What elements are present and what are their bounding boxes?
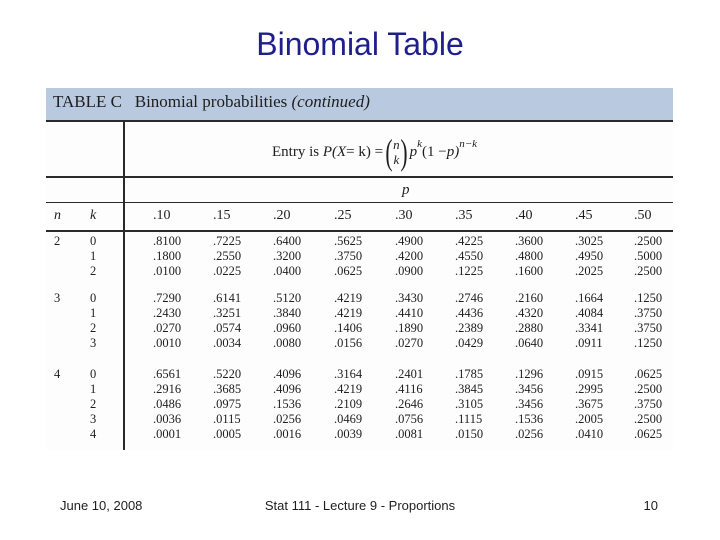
entry-formula [272,132,477,172]
probability-cell: .0574 [213,321,242,335]
probability-cell: .7290 [153,291,182,305]
probability-cell: .2646 [395,397,424,411]
k-value: 1 [90,249,97,263]
probability-cell: .0256 [273,412,302,426]
probability-cell: .2500 [634,412,663,426]
formula-prefix: Entry is [272,143,320,160]
probability-cell: .3025 [575,234,604,248]
p-column-header: .25 [334,208,352,223]
probability-cell: .0915 [575,367,604,381]
p-label: p [402,182,410,198]
probability-cell: .4320 [515,306,544,320]
probability-cell: .0039 [334,427,363,441]
probability-cell: .3456 [515,382,544,396]
probability-cell: .4219 [334,382,363,396]
probability-cell: .0625 [634,367,663,381]
footer-page-number: 10 [643,498,658,513]
table-caption-suffix: (continued) [291,92,370,111]
probability-cell: .5220 [213,367,242,381]
probability-cell: .2746 [455,291,484,305]
formula-p-of: P(X [322,143,347,160]
probability-cell: .4950 [575,249,604,263]
probability-cell: .6400 [273,234,302,248]
p-column-header: .45 [575,208,593,223]
probability-cell: .3750 [334,249,363,263]
k-value: 0 [90,234,97,248]
probability-cell: .0270 [395,336,424,350]
probability-cell: .0410 [575,427,604,441]
probability-cell: .3685 [213,382,242,396]
probability-cell: .3750 [634,321,663,335]
probability-cell: .1664 [575,291,604,305]
k-value: 0 [90,367,97,381]
k-value: 4 [90,427,97,441]
probability-cell: .0625 [634,427,663,441]
probability-cell: .0256 [515,427,544,441]
k-value: 0 [90,291,97,305]
probability-cell: .4219 [334,291,363,305]
p-column-header: .20 [273,208,291,223]
probability-cell: .1115 [455,412,483,426]
probability-cell: .3105 [455,397,484,411]
divider [46,176,673,178]
probability-cell: .4550 [455,249,484,263]
probability-cell: .5000 [634,249,663,263]
probability-cell: .1785 [455,367,484,381]
k-value: 1 [90,306,97,320]
probability-cell: .0016 [273,427,302,441]
probability-cell: .1225 [455,264,484,278]
probability-cell: .0469 [334,412,363,426]
p-column-header: .10 [153,208,171,223]
probability-cell: .0034 [213,336,242,350]
probability-cell: .2109 [334,397,363,411]
probability-cell: .2500 [634,234,663,248]
probability-cell: .0900 [395,264,424,278]
probability-cell: .3750 [634,397,663,411]
probability-cell: .0080 [273,336,302,350]
probability-cell: .0156 [334,336,363,350]
probability-cell: .4084 [575,306,604,320]
probability-cell: .1536 [515,412,544,426]
n-value: 2 [54,234,61,248]
probability-cell: .3430 [395,291,424,305]
probability-cell: .2880 [515,321,544,335]
footer-date: June 10, 2008 [60,498,143,513]
p-column-header: .35 [455,208,473,223]
probability-cell: .0270 [153,321,182,335]
formula-nk-exp: n−k [459,138,478,150]
probability-cell: .4900 [395,234,424,248]
probability-cell: .5625 [334,234,363,248]
probability-cell: .3200 [273,249,302,263]
p-column-header: .15 [213,208,231,223]
probability-cell: .0081 [395,427,424,441]
column-divider [123,122,125,450]
footer-lecture: Stat 111 - Lecture 9 - Proportions [264,498,456,513]
table-header-band [46,88,673,120]
probability-cell: .0115 [213,412,241,426]
probability-cell: .1296 [515,367,544,381]
paren-right: ) [399,132,408,172]
probability-cell: .4200 [395,249,424,263]
probability-cell: .4410 [395,306,424,320]
probability-cell: .3251 [213,306,242,320]
probability-cell: .1600 [515,264,544,278]
probability-cell: .0036 [153,412,182,426]
formula-p: p [409,143,418,160]
divider [46,120,673,122]
probability-cell: .2160 [515,291,544,305]
p-column-header: .30 [395,208,413,223]
probability-cell: .0640 [515,336,544,350]
probability-cell: .0400 [273,264,302,278]
k-header: k [90,208,97,223]
probability-cell: .4116 [395,382,423,396]
probability-cell: .1800 [153,249,182,263]
table-caption [53,92,370,112]
probability-cell: .3456 [515,397,544,411]
probability-cell: .2401 [395,367,424,381]
k-value: 1 [90,382,97,396]
binomial-table [46,88,673,450]
probability-cell: .1536 [273,397,302,411]
k-value: 2 [90,321,97,335]
probability-cell: .6141 [213,291,242,305]
probability-cell: .0756 [395,412,424,426]
slide-title: Binomial Table [256,26,464,62]
probability-cell: .2500 [634,264,663,278]
probability-cell: .0150 [455,427,484,441]
probability-cell: .4096 [273,382,302,396]
n-value: 3 [54,291,61,305]
probability-cell: .8100 [153,234,182,248]
probability-cell: .0010 [153,336,182,350]
probability-cell: .4219 [334,306,363,320]
binom-top: n [393,137,400,152]
probability-cell: .5120 [273,291,302,305]
n-value: 4 [54,367,61,381]
k-value: 2 [90,397,97,411]
formula-p2: p) [446,143,460,160]
probability-cell: .3750 [634,306,663,320]
probability-cell: .2005 [575,412,604,426]
p-column-header: .40 [515,208,533,223]
n-header: n [54,208,61,223]
probability-cell: .0100 [153,264,182,278]
probability-cell: .1406 [334,321,363,335]
probability-cell: .6561 [153,367,182,381]
probability-cell: .0975 [213,397,242,411]
probability-cell: .2025 [575,264,604,278]
k-value: 3 [90,412,97,426]
formula-eq: = k) = [346,143,384,160]
probability-cell: .3675 [575,397,604,411]
probability-cell: .4436 [455,306,484,320]
probability-cell: .3600 [515,234,544,248]
probability-cell: .3840 [273,306,302,320]
probability-cell: .2550 [213,249,242,263]
probability-cell: .2430 [153,306,182,320]
probability-cell: .3845 [455,382,484,396]
probability-cell: .0225 [213,264,242,278]
binomial-coefficient [393,137,400,167]
probability-cell: .0960 [273,321,302,335]
probability-cell: .2389 [455,321,484,335]
probability-cell: .1890 [395,321,424,335]
probability-cell: .2995 [575,382,604,396]
table-caption-text: Binomial probabilities [134,92,288,111]
formula-middle: (1 − [421,143,447,160]
probability-cell: .4800 [515,249,544,263]
probability-cell: .0005 [213,427,242,441]
probability-cell: .7225 [213,234,242,248]
probability-cell: .1250 [634,336,663,350]
formula-k-exp: k [417,138,422,150]
probability-cell: .4225 [455,234,484,248]
probability-cell: .1250 [634,291,663,305]
divider [46,230,673,232]
paren-left: ( [385,132,393,172]
probability-cell: .0486 [153,397,182,411]
table-label: TABLE C [53,92,122,111]
p-column-header: .50 [634,208,652,223]
probability-cell: .4096 [273,367,302,381]
probability-cell: .0001 [153,427,182,441]
binom-bottom: k [393,152,400,167]
probability-cell: .0911 [575,336,603,350]
probability-cell: .3164 [334,367,363,381]
probability-cell: .0429 [455,336,484,350]
k-value: 2 [90,264,97,278]
probability-cell: .2916 [153,382,182,396]
divider [46,202,673,203]
probability-cell: .2500 [634,382,663,396]
probability-cell: .3341 [575,321,604,335]
probability-cell: .0625 [334,264,363,278]
k-value: 3 [90,336,97,350]
